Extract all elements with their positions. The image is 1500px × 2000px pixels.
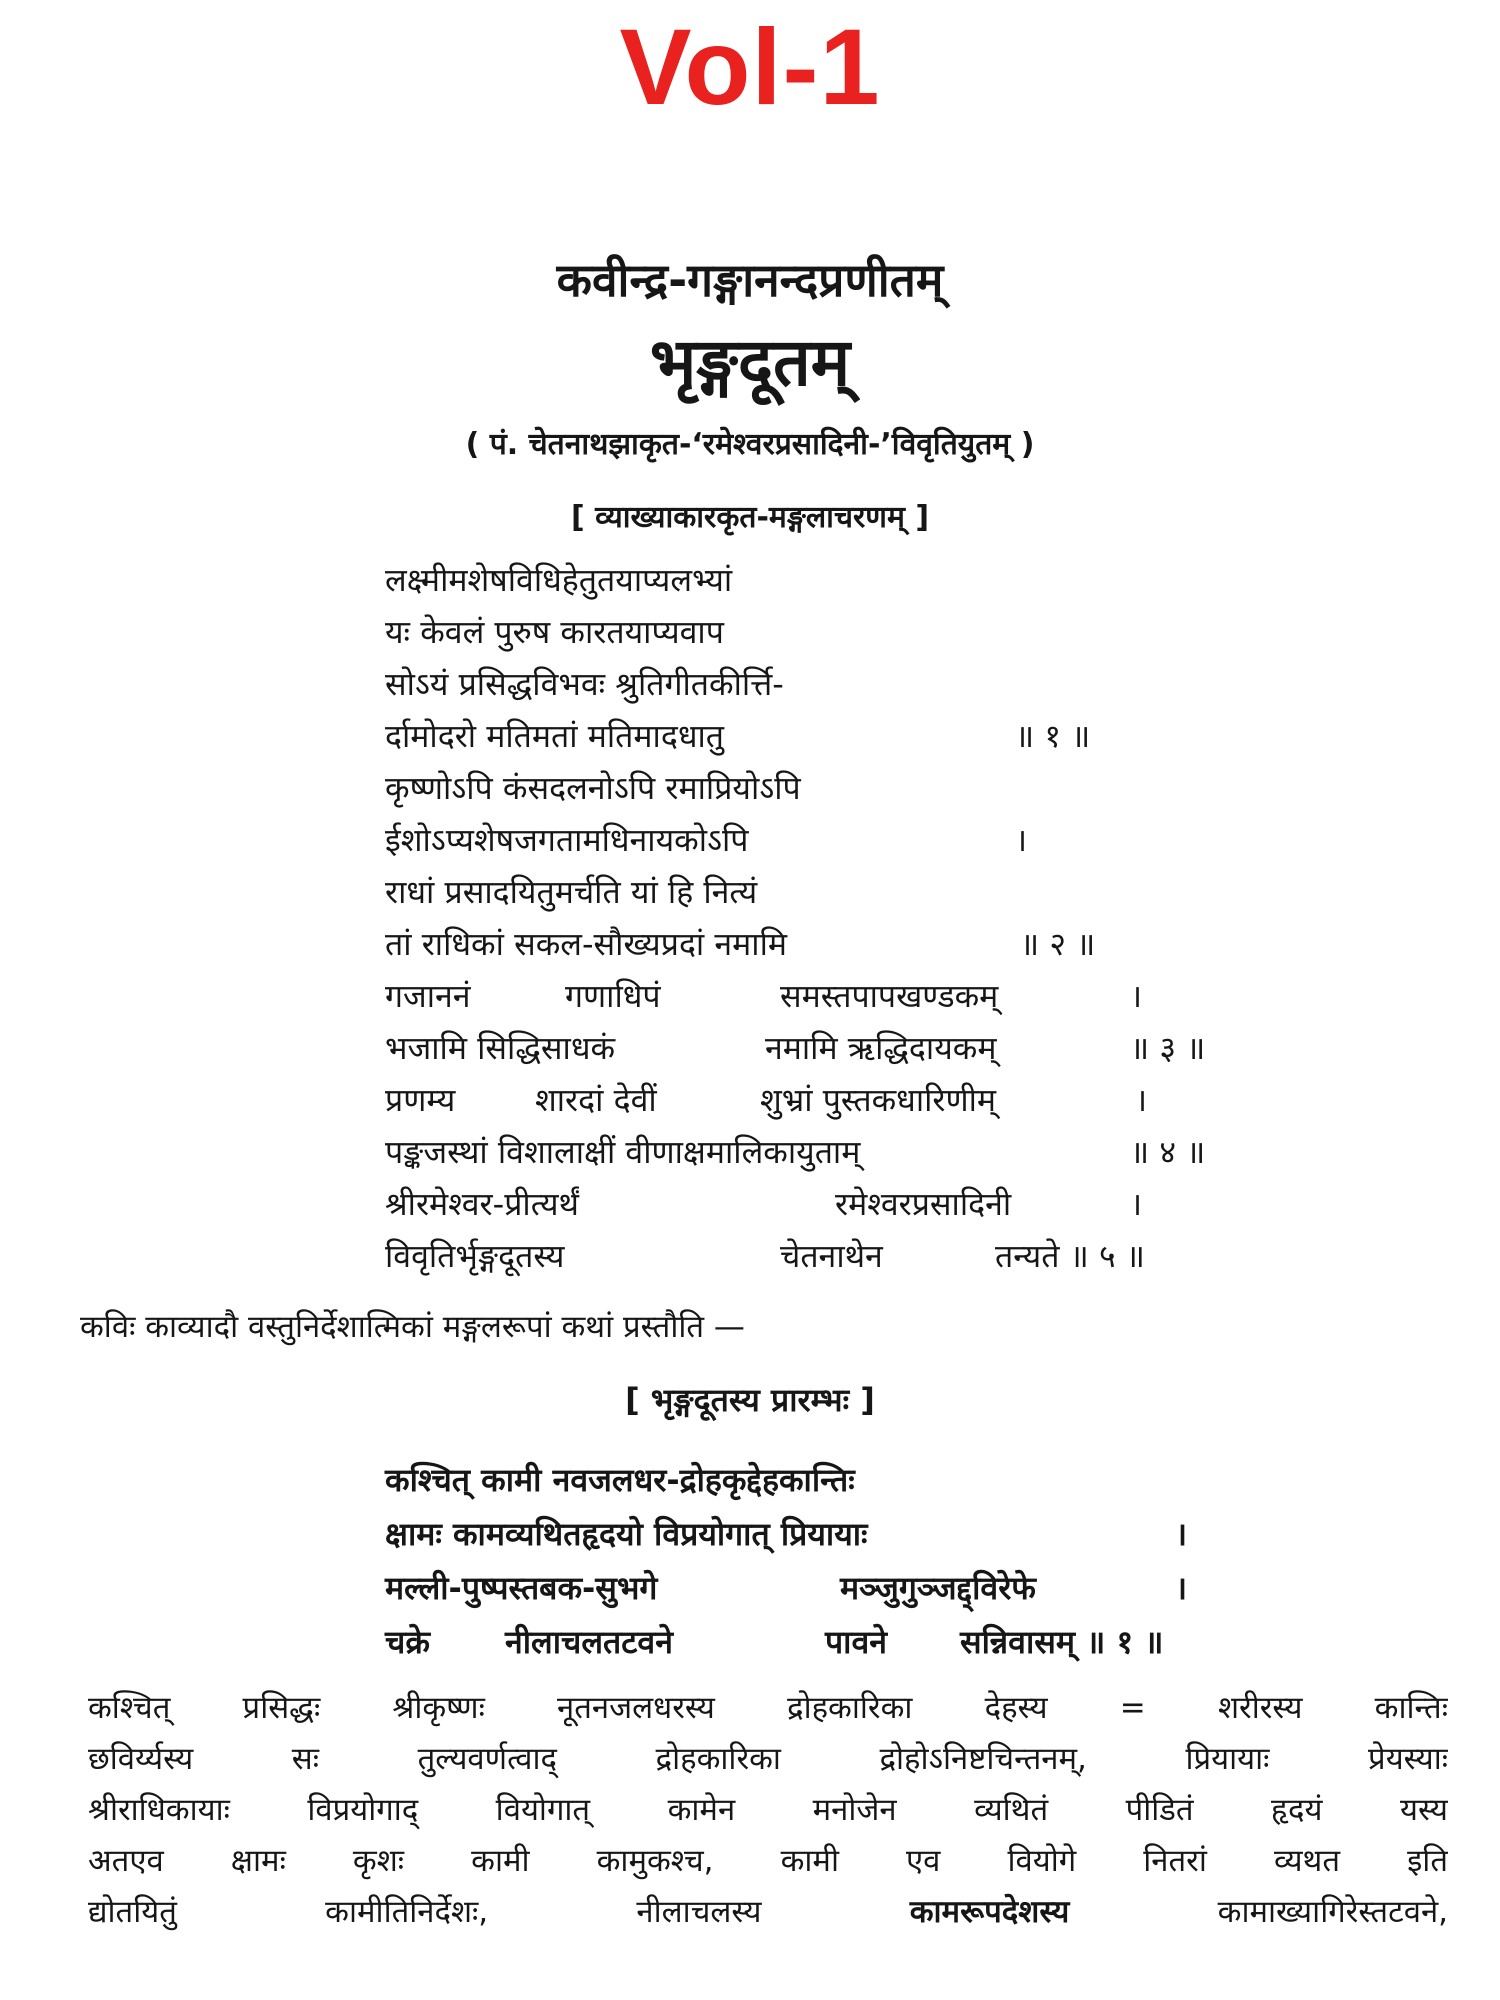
commentary-bold-term: कामरूपदेशस्य xyxy=(909,1894,1070,1930)
commentary-text: द्योतयितुं कामीतिनिर्देशः, नीलाचलस्य xyxy=(88,1894,762,1930)
verse-1 xyxy=(385,1458,1385,1674)
verse-line: तां राधिकां सकल-सौख्यप्रदां नमामि ॥ २ ॥ xyxy=(385,925,1096,963)
verse-line: यः केवलं पुरुष कारतयाप्यवाप xyxy=(385,613,724,651)
verse-line: राधां प्रसादयितुमर्चति यां हि नित्यं xyxy=(385,873,758,911)
verse-line: मल्ली-पुष्पस्तबक-सुभगे मञ्जुगुञ्जद्द्विरेफे । xyxy=(385,1569,1188,1607)
commentary-line: अतएव क्षामः कृशः कामी कामुकश्च, कामी एव वियोगे नितरां व्यथत इति xyxy=(88,1843,1448,1879)
verse-line: र्दामोदरो मतिमतां मतिमादधातु ॥ १ ॥ xyxy=(385,717,1091,755)
commentary-paragraph xyxy=(88,1686,1448,1941)
mangalacharanam-heading: [ व्याख्याकारकृत-मङ्गलाचरणम् ] xyxy=(570,500,930,535)
volume-label: Vol-1 xyxy=(619,6,881,127)
commentary-attribution: ( पं. चेतनाथझाकृत-‘रमेश्वरप्रसादिनी-’विवृतियुतम् ) xyxy=(465,427,1035,462)
verse-line: श्रीरमेश्वर-प्रीत्यर्थं रमेश्वरप्रसादिनी । xyxy=(385,1185,1143,1223)
section-heading: [ भृङ्गदूतस्य प्रारम्भः ] xyxy=(625,1381,875,1419)
author-line: कवीन्द्र-गङ्गानन्दप्रणीतम् xyxy=(556,253,944,307)
verse-line: प्रणम्य शारदां देवीं शुभ्रां पुस्तकधारिणीम् । xyxy=(385,1081,1148,1119)
verse-line: क्षामः कामव्यथितहृदयो विप्रयोगात् प्रियायाः । xyxy=(385,1515,1188,1553)
verse-line: गजाननं गणाधिपं समस्तपापखण्डकम् । xyxy=(385,977,1143,1015)
mangalacharanam-verses xyxy=(385,558,1285,1286)
commentary-line: छविर्य्यस्य सः तुल्यवर्णत्वाद् द्रोहकारिका द्रोहोऽनिष्टचिन्तनम्, प्रियायाः प्रेयस्याः xyxy=(88,1741,1448,1777)
commentary-line xyxy=(88,1890,1448,1941)
verse-line: कृष्णोऽपि कंसदलनोऽपि रमाप्रियोऽपि xyxy=(385,769,801,807)
verse-line: लक्ष्मीमशेषविधिहेतुतयाप्यलभ्यां xyxy=(385,561,733,599)
verse-line: कश्चित् कामी नवजलधर-द्रोहकृद्देहकान्तिः xyxy=(385,1461,855,1499)
verse-line: सोऽयं प्रसिद्धविभवः श्रुतिगीतकीर्त्ति- xyxy=(385,665,784,703)
intro-line: कविः काव्यादौ वस्तुनिर्देशात्मिकां मङ्गलरूपां कथां प्रस्तौति — xyxy=(80,1309,745,1345)
verse-line: चक्रे नीलाचलतटवने पावने सन्निवासम् ॥ १ ॥ xyxy=(385,1623,1164,1661)
verse-line: पङ्कजस्थां विशालाक्षीं वीणाक्षमालिकायुताम् ॥ ४ ॥ xyxy=(385,1133,1206,1171)
commentary-line: श्रीराधिकायाः विप्रयोगाद् वियोगात् कामेन मनोजेन व्यथितं पीडितं हृदयं यस्य xyxy=(88,1792,1448,1828)
verse-line: विवृतिर्भृङ्गदूतस्य चेतनाथेन तन्यते ॥ ५ ॥ xyxy=(385,1237,1145,1275)
commentary-text: कामाख्यागिरेस्तटवने, xyxy=(1217,1894,1448,1930)
verse-line: भजामि सिद्धिसाधकं नमामि ऋद्धिदायकम् ॥ ३ ॥ xyxy=(385,1029,1206,1067)
commentary-line: कश्चित् प्रसिद्धः श्रीकृष्णः नूतनजलधरस्य द्रोहकारिका देहस्य = शरीरस्य कान्तिः xyxy=(88,1690,1448,1726)
book-title: भृङ्गदूतम् xyxy=(649,324,851,401)
verse-line: ईशोऽप्यशेषजगतामधिनायकोऽपि । xyxy=(385,821,1028,859)
